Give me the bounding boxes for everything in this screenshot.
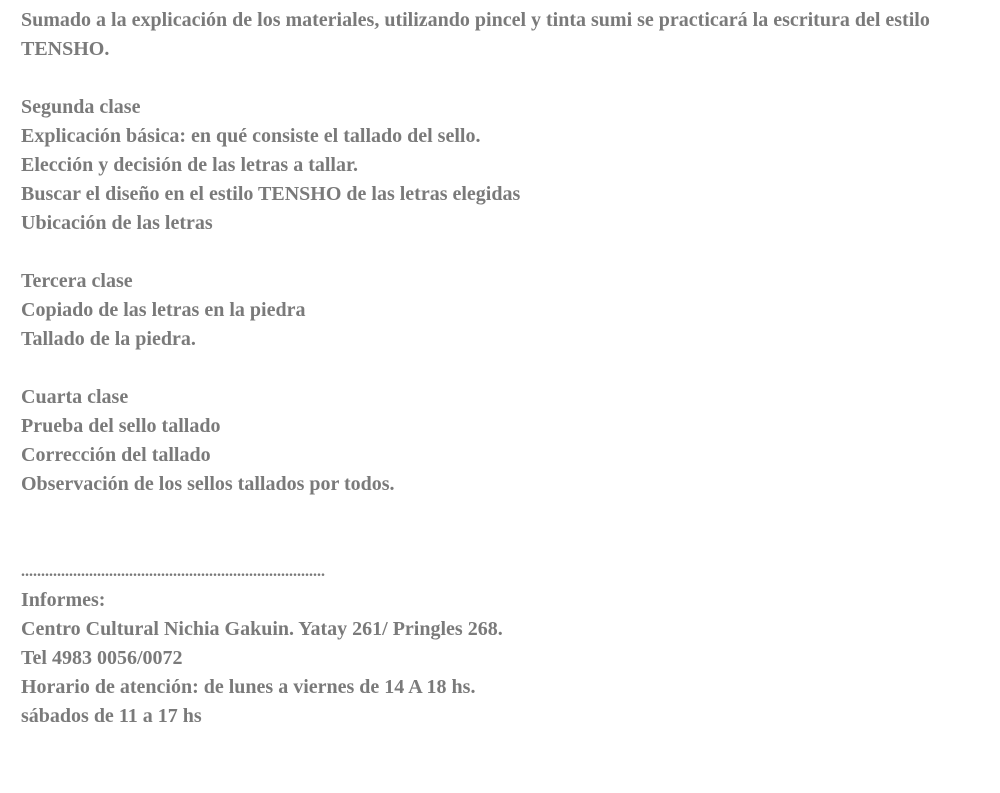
info-hours-saturday: sábados de 11 a 17 hs <box>21 705 202 727</box>
info-address: Centro Cultural Nichia Gakuin. Yatay 261/ Pringles 268. <box>21 618 503 640</box>
dotted-separator: ............................................................................ <box>21 563 325 580</box>
info-hours-weekdays: Horario de atención: de lunes a viernes de 14 A 18 hs. <box>21 676 476 698</box>
spacer <box>21 354 981 383</box>
info-phone: Tel 4983 0056/0072 <box>21 647 183 669</box>
class4-item: Prueba del sello tallado <box>21 415 221 437</box>
spacer <box>21 238 981 267</box>
class2-item: Explicación básica: en qué consiste el tallado del sello. <box>21 125 481 147</box>
spacer <box>21 499 981 528</box>
class3-title: Tercera clase <box>21 270 133 292</box>
class3-item: Copiado de las letras en la piedra <box>21 299 306 321</box>
intro-paragraph: Sumado a la explicación de los materiales, utilizando pincel y tinta sumi se practicará la escritura del estilo TENSHO. <box>21 9 930 60</box>
class2-item: Elección y decisión de las letras a tallar. <box>21 154 359 176</box>
class4-title: Cuarta clase <box>21 386 129 408</box>
spacer <box>21 528 981 557</box>
class3-item: Tallado de la piedra. <box>21 328 196 350</box>
info-title: Informes: <box>21 589 106 611</box>
class2-item: Buscar el diseño en el estilo TENSHO de las letras elegidas <box>21 183 521 205</box>
class2-title: Segunda clase <box>21 96 141 118</box>
document-body <box>21 6 981 731</box>
class4-item: Corrección del tallado <box>21 444 211 466</box>
class2-item: Ubicación de las letras <box>21 212 213 234</box>
spacer <box>21 64 981 93</box>
class4-item: Observación de los sellos tallados por todos. <box>21 473 395 495</box>
